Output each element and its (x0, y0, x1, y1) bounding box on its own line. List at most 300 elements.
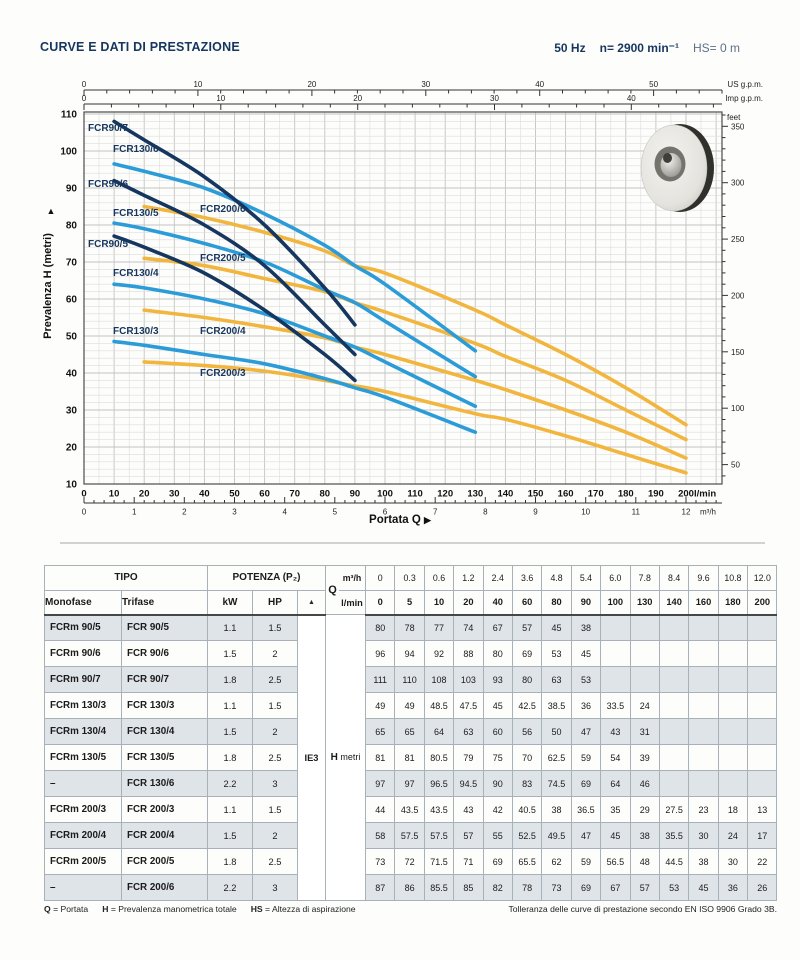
svg-text:FCR200/4: FCR200/4 (200, 326, 246, 337)
cell-hp: 2.5 (253, 849, 298, 875)
imp-gpm-axis (84, 104, 722, 110)
cell-trifase: FCR 130/4 (122, 719, 208, 745)
cell-trifase: FCR 130/5 (122, 745, 208, 771)
cell-h-value: 36.5 (571, 797, 600, 823)
m3h-tick: 10.8 (718, 566, 747, 591)
cell-h-value: 70 (512, 745, 541, 771)
svg-text:20: 20 (307, 80, 317, 89)
cell-h-value: 78 (512, 875, 541, 901)
lmin-tick: 20 (454, 590, 483, 615)
lmin-tick: 90 (571, 590, 600, 615)
cell-h-value: 45 (542, 615, 571, 641)
svg-text:250: 250 (731, 235, 745, 245)
lmin-tick: 10 (424, 590, 453, 615)
svg-text:90: 90 (349, 488, 361, 500)
svg-text:0: 0 (81, 94, 87, 103)
table-row (45, 797, 777, 823)
svg-text:10: 10 (108, 488, 120, 500)
legend-q: Q = Portata (44, 904, 89, 914)
cell-kw: 1.1 (208, 693, 253, 719)
imp-gpm-labels (82, 94, 763, 103)
cell-monofase: FCRm 130/5 (45, 745, 122, 771)
lmin-tick: 180 (718, 590, 747, 615)
cell-h-value: 63 (454, 719, 483, 745)
cell-h-value: 39 (630, 745, 659, 771)
table-row (45, 719, 777, 745)
cell-h-value: 53 (571, 667, 600, 693)
cell-h-value (630, 667, 659, 693)
svg-text:60: 60 (65, 294, 77, 306)
trifase-header: Trifase (122, 590, 208, 615)
cell-hp: 1.5 (253, 797, 298, 823)
hp-header: HP (253, 590, 298, 615)
ie3-badge: IE3 (298, 615, 326, 901)
cell-hp: 2 (253, 823, 298, 849)
cell-h-value (689, 719, 718, 745)
svg-text:m³/h: m³/h (700, 507, 716, 517)
cell-h-value: 93 (483, 667, 512, 693)
cell-h-value: 43.5 (424, 797, 453, 823)
svg-text:FCR90/6: FCR90/6 (88, 179, 129, 190)
cell-h-value: 24 (718, 823, 747, 849)
table-row (45, 641, 777, 667)
cell-h-value: 69 (571, 771, 600, 797)
svg-text:7: 7 (432, 507, 438, 517)
symbols-legend (44, 904, 356, 914)
cell-h-value: 85 (454, 875, 483, 901)
svg-text:20: 20 (353, 94, 363, 103)
cell-h-value (718, 771, 747, 797)
cell-monofase: FCRm 90/5 (45, 615, 122, 641)
cell-h-value: 17 (748, 823, 777, 849)
cell-h-value: 74.5 (542, 771, 571, 797)
cell-hp: 1.5 (253, 693, 298, 719)
cell-h-value: 92 (424, 641, 453, 667)
m3h-tick: 0.6 (424, 566, 453, 591)
cell-hp: 3 (253, 771, 298, 797)
svg-text:FCR90/7: FCR90/7 (88, 123, 129, 134)
us-gpm-labels (82, 80, 763, 89)
cell-h-value: 26 (748, 875, 777, 901)
cell-h-value: 45 (689, 875, 718, 901)
cell-h-value: 38 (689, 849, 718, 875)
cell-h-value: 27.5 (659, 797, 688, 823)
svg-text:9: 9 (533, 507, 538, 517)
lmin-tick: 130 (630, 590, 659, 615)
svg-text:0: 0 (81, 488, 87, 500)
svg-text:140: 140 (497, 488, 514, 500)
cell-h-value (659, 771, 688, 797)
impeller-image (641, 124, 714, 212)
m3h-tick: 8.4 (659, 566, 688, 591)
cell-h-value: 88 (454, 641, 483, 667)
table-row (45, 693, 777, 719)
svg-text:20: 20 (138, 488, 150, 500)
lmin-tick: 160 (689, 590, 718, 615)
tipo-header: TIPO (45, 566, 208, 591)
cell-h-value (718, 615, 747, 641)
svg-text:30: 30 (169, 488, 180, 500)
cell-h-value: 53 (659, 875, 688, 901)
cell-h-value: 87 (366, 875, 395, 901)
cell-h-value: 57 (512, 615, 541, 641)
svg-text:70: 70 (289, 488, 300, 500)
cell-hp: 1.5 (253, 615, 298, 641)
svg-text:US g.p.m.: US g.p.m. (727, 80, 763, 89)
cell-h-value: 62.5 (542, 745, 571, 771)
svg-text:0: 0 (81, 80, 87, 89)
cell-h-value: 80 (366, 615, 395, 641)
cell-h-value: 64 (424, 719, 453, 745)
table-row (45, 823, 777, 849)
cell-hp: 2 (253, 641, 298, 667)
svg-text:110: 110 (407, 488, 423, 500)
cell-h-value: 55 (483, 823, 512, 849)
svg-text:50: 50 (731, 460, 740, 470)
cell-h-value: 43 (601, 719, 630, 745)
cell-h-value: 103 (454, 667, 483, 693)
q-header (326, 566, 366, 615)
cell-h-value: 64 (601, 771, 630, 797)
cell-h-value: 56.5 (601, 849, 630, 875)
svg-text:190: 190 (647, 488, 664, 500)
cell-h-value (718, 745, 747, 771)
cell-hp: 3 (253, 875, 298, 901)
cell-h-value (748, 719, 777, 745)
cell-h-value: 69 (483, 849, 512, 875)
svg-text:3: 3 (232, 507, 237, 517)
svg-text:50: 50 (649, 80, 659, 89)
cell-h-value: 45 (571, 641, 600, 667)
cell-h-value: 57 (630, 875, 659, 901)
curve-labels (88, 123, 246, 379)
cell-h-value: 63 (542, 667, 571, 693)
svg-text:FCR130/5: FCR130/5 (113, 208, 159, 219)
cell-h-value: 65 (395, 719, 424, 745)
cell-kw: 2.2 (208, 771, 253, 797)
cell-monofase: – (45, 771, 122, 797)
cell-h-value: 40.5 (512, 797, 541, 823)
cell-h-value: 60 (483, 719, 512, 745)
table-row (45, 875, 777, 901)
svg-text:100: 100 (731, 404, 745, 414)
cell-h-value: 79 (454, 745, 483, 771)
cell-h-value: 48 (630, 849, 659, 875)
monofase-header: Monofase (45, 590, 122, 615)
cell-h-value: 47.5 (454, 693, 483, 719)
cell-h-value: 108 (424, 667, 453, 693)
cell-h-value (601, 641, 630, 667)
svg-text:8: 8 (483, 507, 488, 517)
cell-h-value (689, 771, 718, 797)
cell-h-value: 59 (571, 745, 600, 771)
svg-text:10: 10 (216, 94, 226, 103)
svg-text:4: 4 (282, 507, 287, 517)
cell-h-value: 80.5 (424, 745, 453, 771)
cell-h-value: 67 (483, 615, 512, 641)
cell-h-value: 72 (395, 849, 424, 875)
svg-text:150: 150 (527, 488, 544, 500)
cell-h-value (748, 615, 777, 641)
cell-h-value: 49 (366, 693, 395, 719)
cell-h-value: 23 (689, 797, 718, 823)
cell-trifase: FCR 130/6 (122, 771, 208, 797)
svg-text:FCR130/6: FCR130/6 (113, 144, 159, 155)
lmin-tick: 140 (659, 590, 688, 615)
cell-h-value: 57 (454, 823, 483, 849)
svg-text:11: 11 (631, 507, 640, 517)
svg-text:FCR200/3: FCR200/3 (200, 368, 246, 379)
cell-h-value: 96 (366, 641, 395, 667)
cell-trifase: FCR 90/5 (122, 615, 208, 641)
cell-h-value: 58 (366, 823, 395, 849)
cell-h-value (659, 667, 688, 693)
table-row (45, 667, 777, 693)
cell-h-value (718, 667, 747, 693)
cell-trifase: FCR 130/3 (122, 693, 208, 719)
svg-text:Prevalenza H (metri): Prevalenza H (metri) (42, 233, 54, 339)
m3h-tick: 6.0 (601, 566, 630, 591)
table-header-row-1 (45, 566, 777, 591)
cell-h-value: 81 (366, 745, 395, 771)
svg-text:5: 5 (332, 507, 338, 517)
cell-h-value (659, 641, 688, 667)
cell-h-value: 74 (454, 615, 483, 641)
svg-text:40: 40 (535, 80, 545, 89)
up-arrow-icon: ▲ (46, 206, 56, 216)
cell-h-value: 77 (424, 615, 453, 641)
feet-axis (722, 115, 728, 476)
cell-monofase: FCRm 200/5 (45, 849, 122, 875)
cell-h-value: 42.5 (512, 693, 541, 719)
svg-text:350: 350 (731, 122, 745, 132)
cell-h-value: 22 (748, 849, 777, 875)
cell-h-value: 62 (542, 849, 571, 875)
svg-text:80: 80 (65, 220, 77, 232)
cell-h-value: 45 (601, 823, 630, 849)
y-axis-title (42, 206, 55, 339)
cell-h-value (718, 641, 747, 667)
cell-h-value: 56 (512, 719, 541, 745)
cell-h-value: 73 (542, 875, 571, 901)
cell-trifase: FCR 200/5 (122, 849, 208, 875)
cell-h-value (630, 641, 659, 667)
svg-text:10: 10 (581, 507, 591, 517)
table-header-row-2 (45, 590, 777, 615)
svg-text:6: 6 (382, 507, 388, 517)
svg-text:Imp g.p.m.: Imp g.p.m. (725, 94, 763, 103)
svg-text:90: 90 (65, 183, 77, 195)
cell-h-value: 43.5 (395, 797, 424, 823)
cell-trifase: FCR 200/4 (122, 823, 208, 849)
cell-h-value (689, 615, 718, 641)
m3h-tick: 7.8 (630, 566, 659, 591)
cell-hp: 2.5 (253, 667, 298, 693)
svg-text:1: 1 (131, 507, 137, 517)
svg-text:150: 150 (731, 347, 745, 357)
page-title: CURVE E DATI DI PRESTAZIONE (40, 40, 240, 54)
m3h-tick: 2.4 (483, 566, 512, 591)
cell-h-value: 57.5 (424, 823, 453, 849)
kw-header: kW (208, 590, 253, 615)
cell-h-value: 36 (571, 693, 600, 719)
cell-kw: 1.5 (208, 719, 253, 745)
cell-kw: 2.2 (208, 875, 253, 901)
cell-h-value: 97 (395, 771, 424, 797)
cell-h-value: 30 (718, 849, 747, 875)
cell-hp: 2.5 (253, 745, 298, 771)
cell-hp: 2 (253, 719, 298, 745)
feet-labels (727, 113, 745, 470)
m3h-tick: 0 (366, 566, 395, 591)
svg-text:180: 180 (617, 488, 634, 500)
svg-text:50: 50 (65, 331, 77, 343)
svg-text:30: 30 (421, 80, 431, 89)
svg-text:100: 100 (377, 488, 393, 500)
cell-h-value: 65 (366, 719, 395, 745)
performance-table (44, 565, 777, 901)
svg-text:10: 10 (193, 80, 203, 89)
lmin-tick: 200 (748, 590, 777, 615)
page-footer (44, 904, 777, 914)
svg-text:40: 40 (199, 488, 210, 500)
svg-text:200: 200 (678, 488, 694, 500)
cell-h-value: 43 (454, 797, 483, 823)
cell-h-value: 38 (542, 797, 571, 823)
triangle-icon: ▲ (298, 590, 326, 615)
m3h-tick: 4.8 (542, 566, 571, 591)
cell-h-value: 71.5 (424, 849, 453, 875)
svg-text:30: 30 (65, 405, 77, 417)
m3h-tick: 5.4 (571, 566, 600, 591)
svg-text:60: 60 (259, 488, 270, 500)
m3h-tick: 9.6 (689, 566, 718, 591)
cell-h-value: 49.5 (542, 823, 571, 849)
lmin-tick: 100 (601, 590, 630, 615)
cell-kw: 1.1 (208, 797, 253, 823)
cell-h-value (689, 667, 718, 693)
q-label: Q (328, 584, 337, 596)
cell-monofase: FCRm 90/7 (45, 667, 122, 693)
legend-h: H = Prevalenza manometrica totale (102, 904, 237, 914)
cell-h-value: 42 (483, 797, 512, 823)
cell-h-value: 35 (601, 797, 630, 823)
legend-hs: HS = Altezza di aspirazione (250, 904, 356, 914)
m3h-unit-label: m³/h (339, 566, 365, 591)
cell-h-value: 29 (630, 797, 659, 823)
cell-trifase: FCR 90/6 (122, 641, 208, 667)
q-units (339, 566, 365, 614)
cell-h-value: 110 (395, 667, 424, 693)
m3h-tick: 3.6 (512, 566, 541, 591)
table-row (45, 745, 777, 771)
svg-text:110: 110 (60, 109, 77, 121)
cell-h-value: 80 (483, 641, 512, 667)
svg-text:FCR200/5: FCR200/5 (200, 253, 246, 264)
cell-h-value (689, 693, 718, 719)
cell-h-value: 47 (571, 823, 600, 849)
cell-h-value: 54 (601, 745, 630, 771)
table-row (45, 615, 777, 641)
cell-h-value: 81 (395, 745, 424, 771)
cell-h-value: 67 (601, 875, 630, 901)
cell-h-value (601, 667, 630, 693)
cell-h-value: 97 (366, 771, 395, 797)
lmin-tick: 40 (483, 590, 512, 615)
cell-h-value: 94.5 (454, 771, 483, 797)
cell-h-value: 71 (454, 849, 483, 875)
svg-text:0: 0 (81, 507, 87, 517)
cell-h-value: 52.5 (512, 823, 541, 849)
cell-h-value: 53 (542, 641, 571, 667)
svg-text:120: 120 (437, 488, 454, 500)
cell-h-value (748, 693, 777, 719)
svg-text:100: 100 (60, 146, 77, 158)
cell-h-value: 30 (689, 823, 718, 849)
svg-text:2: 2 (182, 507, 187, 517)
cell-h-value: 85.5 (424, 875, 453, 901)
cell-h-value: 83 (512, 771, 541, 797)
lmin-tick: 60 (512, 590, 541, 615)
cell-h-value: 33.5 (601, 693, 630, 719)
cell-h-value: 111 (366, 667, 395, 693)
svg-text:12: 12 (681, 507, 691, 517)
table-row (45, 849, 777, 875)
cell-h-value: 36 (718, 875, 747, 901)
cell-h-value: 73 (366, 849, 395, 875)
cell-h-value (659, 745, 688, 771)
cell-h-value: 69 (512, 641, 541, 667)
cell-h-value: 38 (571, 615, 600, 641)
cell-h-value: 44.5 (659, 849, 688, 875)
svg-text:40: 40 (626, 94, 636, 103)
lmin-labels (81, 489, 716, 500)
potenza-header: POTENZA (P₂) (208, 566, 326, 591)
cell-monofase: FCRm 130/3 (45, 693, 122, 719)
h-metri-label: H metri (326, 615, 366, 901)
cell-h-value: 38.5 (542, 693, 571, 719)
cell-trifase: FCR 90/7 (122, 667, 208, 693)
cell-h-value: 57.5 (395, 823, 424, 849)
cell-h-value (689, 641, 718, 667)
svg-text:feet: feet (727, 113, 741, 122)
cell-h-value (748, 771, 777, 797)
cell-h-value: 82 (483, 875, 512, 901)
cell-h-value: 94 (395, 641, 424, 667)
cell-h-value (718, 719, 747, 745)
cell-monofase: FCRm 200/4 (45, 823, 122, 849)
svg-text:30: 30 (490, 94, 499, 103)
lmin-unit-label: l/min (341, 597, 363, 608)
speed-label: n= 2900 min⁻¹ (599, 41, 679, 55)
cell-h-value: 90 (483, 771, 512, 797)
cell-h-value: 65.5 (512, 849, 541, 875)
cell-kw: 1.8 (208, 745, 253, 771)
cell-h-value: 59 (571, 849, 600, 875)
m3h-tick: 1.2 (454, 566, 483, 591)
cell-monofase: FCRm 90/6 (45, 641, 122, 667)
cell-h-value: 49 (395, 693, 424, 719)
lmin-tick: 0 (366, 590, 395, 615)
cell-h-value (630, 615, 659, 641)
cell-monofase: – (45, 875, 122, 901)
svg-text:70: 70 (65, 257, 77, 269)
x-axis-title: Portata Q ▶ (369, 514, 431, 526)
m3h-tick: 0.3 (395, 566, 424, 591)
cell-h-value: 50 (542, 719, 571, 745)
cell-kw: 1.5 (208, 641, 253, 667)
lmin-tick: 80 (542, 590, 571, 615)
